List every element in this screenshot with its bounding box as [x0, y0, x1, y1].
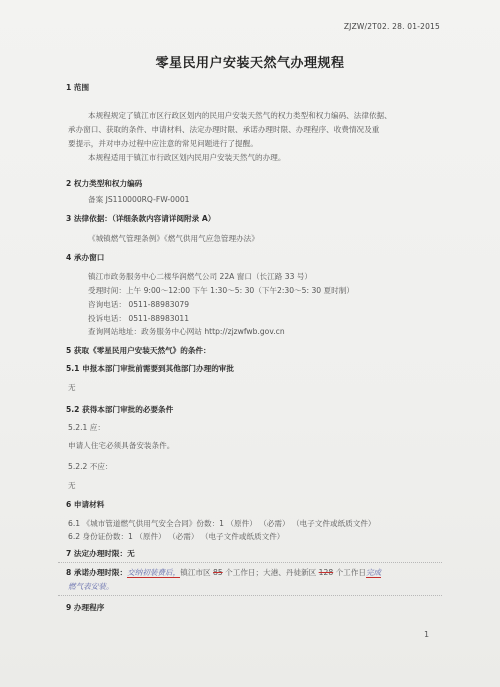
consult-phone: 咨询电话： 0511-88983079 [88, 300, 190, 309]
handwritten-insert: 交纳初装费后， [127, 568, 181, 577]
section-5-2-2-heading: 5.2.2 不应： [68, 462, 113, 471]
section-6-heading: 6 申请材料 [66, 500, 105, 509]
section-5-heading: 5 获取《零星民用户安装天然气》的条件： [66, 346, 211, 355]
section-5-1-value: 无 [68, 383, 76, 392]
section-9-heading: 9 办理程序 [66, 603, 105, 612]
section-1-para-2: 本规程适用于镇江市行政区划内民用户安装天然气的办理。 [88, 153, 286, 162]
window-address: 镇江市政务服务中心二楼华润燃气公司 22A 窗口（长江路 33 号） [88, 272, 313, 281]
page-number: 1 [424, 630, 430, 639]
section-7-heading: 7 法定办理时限：无 [66, 549, 135, 558]
section-1-para-1a: 本规程规定了镇江市区行政区划内的民用户安装天然气的权力类型和权力编码、法律依据、 [88, 111, 392, 120]
section-1-para-1b: 承办窗口、获取的条件、申请材料、法定办理时限、承诺办理时限、办理程序、收费情况及重 [68, 125, 380, 134]
section-4-heading: 4 承办窗口 [66, 253, 105, 262]
section-8-text-3: 个工作日 [333, 568, 366, 577]
section-8-box-top [58, 562, 442, 563]
material-item-2: 6.2 身份证份数：1 （原件） （必需） （电子文件或纸质文件） [68, 532, 285, 541]
section-5-1-heading: 5.1 申报本部门审批前需要到其他部门办理的审批 [66, 364, 234, 373]
struck-days-2: 128 [318, 568, 334, 577]
section-3-heading-label: 3 法律依据： [66, 214, 112, 223]
page-title: 零星民用户安装天然气办理规程 [155, 56, 345, 71]
section-8-line-1 [66, 568, 381, 578]
section-2-heading: 2 权力类型和权力编码 [66, 179, 143, 188]
handwritten-tail: 完成 [365, 568, 382, 577]
website-link[interactable]: 查询网站地址：政务服务中心网站 http://zjzwfwb.gov.cn [88, 327, 285, 336]
section-5-2-2-value: 无 [68, 481, 76, 490]
service-hours: 受理时间：上午 9:00～12:00 下午 1:30～5: 30（下午2:30～5: 30 夏时制） [88, 286, 354, 295]
section-8-line-2: 燃气表安装。 [68, 582, 114, 591]
section-5-2-1-value: 申请人住宅必须具备安装条件。 [68, 441, 175, 450]
material-item-1: 6.1 《城市管道燃气供用气安全合同》份数：1 （原件） （必需） （电子文件或纸质文件） [68, 519, 376, 528]
struck-days-1: 85 [213, 568, 223, 577]
section-8-box-bottom [58, 595, 442, 596]
section-3-heading [66, 214, 215, 224]
legal-basis: 《城镇燃气管理条例》《燃气供用气应急管理办法》 [88, 234, 259, 243]
section-8-text-2: 个工作日；大港、丹徒新区 [222, 568, 319, 577]
section-5-2-1-heading: 5.2.1 应： [68, 423, 105, 432]
complaint-phone: 投诉电话： 0511-88983011 [88, 314, 190, 323]
document-number: ZJZW/2T02. 28. 01-2015 [343, 22, 440, 31]
section-3-heading-note: （详细条款内容请详阅附录 A） [111, 214, 216, 223]
power-code: 备案 JS110000RQ-FW-0001 [88, 195, 190, 204]
section-1-heading: 1 范围 [66, 83, 90, 92]
section-5-2-heading: 5.2 获得本部门审批的必要条件 [66, 405, 174, 414]
section-8-label: 8 承诺办理时限： [66, 568, 128, 577]
section-8-text-1: 镇江市区 [180, 568, 214, 577]
section-1-para-1c: 要提示，并对申办过程中应注意的常见问题进行了提醒。 [68, 139, 258, 148]
